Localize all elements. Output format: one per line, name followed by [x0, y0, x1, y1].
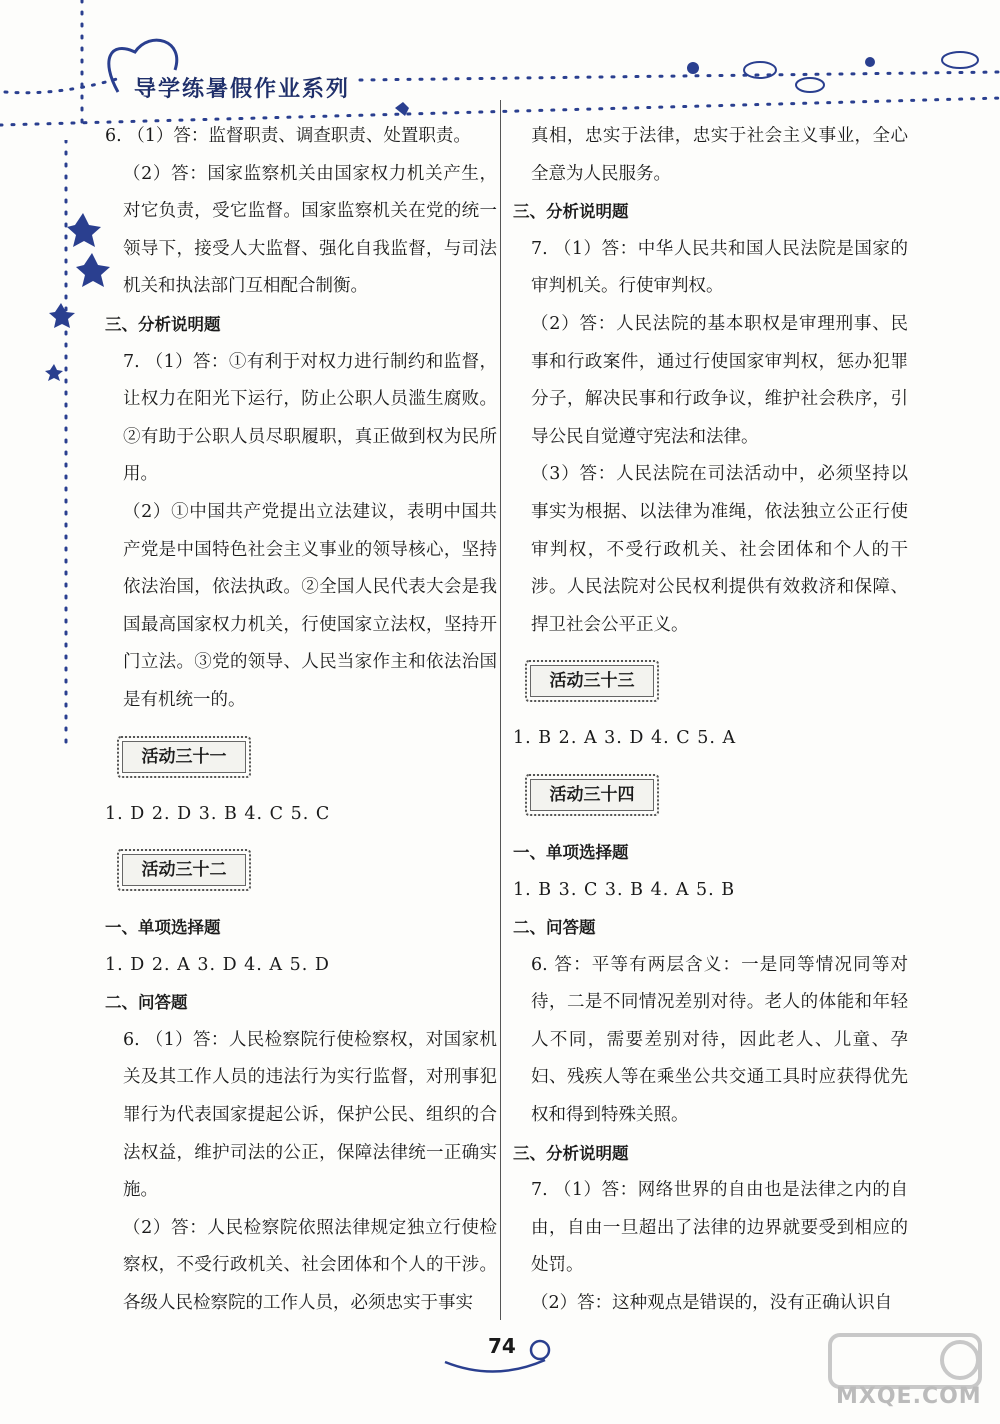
q6b-part2: （2）答：人民检察院依照法律规定独立行使检察权，不受行政机关、社会团体和个人的干涉。各级人民检察院的工作人员，必须忠实于事实 — [123, 1217, 497, 1314]
q7-part3: （3）答：人民法院在司法活动中，必须坚持以事实为根据、以法律为准绳，依法独立公正行使审判权，不受行政机关、社会团体和个人的干涉。人民法院对公民权利提供有效救济和保障、捍卫社会公平正义。 — [531, 464, 908, 635]
activity-badge — [525, 774, 659, 816]
answers-33: 1. B 2. A 3. D 4. C 5. A — [513, 728, 737, 749]
q6-part1: 6. （1）答：监督职责、调查职责、处置职责。 — [105, 126, 471, 146]
q6-answer: 6. 答：平等有两层含义：一是同等情况同等对待，二是不同情况差别对待。老人的体能和年轻人不同，需要差别对待，因此老人、儿童、孕妇、残疾人等在乘坐公共交通工具时应获得优先权和得到特殊关照。 — [531, 954, 908, 1126]
q7-part2: （2）①中国共产党提出立法建议，表明中国共产党是中国特色社会主义事业的领导核心，坚持依法治国，依法执政。②全国人民代表大会是我国最高国家权力机关，行使国家立法权，坚持开门立法。③党的领导、人民当家作主和依法治国是有机统一的。 — [123, 501, 497, 710]
answers-31: 1. D 2. D 3. B 4. C 5. C — [105, 803, 331, 824]
right-column — [513, 118, 908, 1323]
activity-badge-row — [105, 833, 497, 909]
section-heading: 三、分析说明题 — [513, 202, 629, 222]
watermark-text: MXQE.COM — [836, 1384, 982, 1409]
activity-title: 活动三十二 — [141, 860, 227, 881]
q7-part1: 7. （1）答：中华人民共和国人民法院是国家的审判机关。行使审判权。 — [531, 238, 908, 297]
activity-badge-row — [105, 720, 497, 796]
activity-badge — [525, 660, 659, 702]
section-heading: 一、单项选择题 — [105, 918, 221, 938]
q7b-part1: 7. （1）答：网络世界的自由也是法律之内的自由，自由一旦超出了法律的边界就要受到相应的处罚。 — [531, 1180, 908, 1276]
continuation: 真相，忠实于法律，忠实于社会主义事业，全心全意为人民服务。 — [531, 126, 908, 184]
q6-part2: （2）答：国家监察机关由国家权力机关产生，对它负责，受它监督。国家监察机关在党的统一领导下，接受人大监督、强化自我监督，与司法机关和执法部门互相配合制衡。 — [123, 163, 497, 297]
column-divider — [500, 100, 501, 1320]
section-heading: 一、单项选择题 — [513, 842, 629, 862]
section-heading: 三、分析说明题 — [513, 1143, 629, 1163]
activity-title: 活动三十三 — [549, 671, 635, 692]
series-title: 导学练暑假作业系列 — [134, 77, 351, 102]
q6b-part1: 6. （1）答：人民检察院行使检察权，对国家机关及其工作人员的违法行为实行监督，对刑事犯罪行为代表国家提起公诉，保护公民、组织的合法权益，维护司法的公正，保障法律统一正确实施。 — [123, 1029, 497, 1201]
answers-34: 1. B 3. C 3. B 4. A 5. B — [513, 879, 736, 900]
activity-badge — [117, 736, 251, 778]
section-heading: 三、分析说明题 — [105, 314, 221, 334]
q7-part1: 7. （1）答：①有利于对权力进行制约和监督，让权力在阳光下运行，防止公职人员滥生腐败。②有助于公职人员尽职履职，真正做到权为民所用。 — [123, 351, 497, 485]
activity-badge — [117, 849, 251, 891]
section-heading: 二、问答题 — [513, 918, 596, 938]
activity-title: 活动三十一 — [141, 746, 227, 767]
answers-32: 1. D 2. A 3. D 4. A 5. D — [105, 954, 330, 975]
activity-badge-row — [513, 758, 908, 834]
activity-title: 活动三十四 — [549, 784, 635, 805]
section-heading: 二、问答题 — [105, 993, 188, 1013]
side-decoration — [40, 140, 110, 760]
q7b-part2: （2）答：这种观点是错误的，没有正确认识自 — [531, 1293, 893, 1314]
left-column — [105, 118, 497, 1323]
activity-badge-row — [513, 644, 908, 720]
page-number: 74 — [488, 1334, 516, 1358]
q7-part2: （2）答：人民法院的基本职权是审理刑事、民事和行政案件，通过行使国家审判权，惩办犯罪分子，解决民事和行政争议，维护社会秩序，引导公民自觉遵守宪法和法律。 — [531, 313, 908, 447]
